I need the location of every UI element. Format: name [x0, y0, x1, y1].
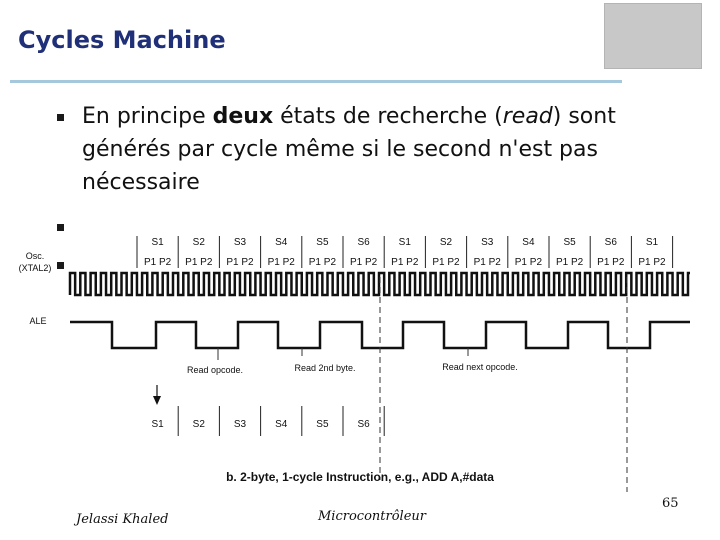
state-label: S5 — [563, 237, 576, 248]
read-opcode-label: Read opcode. — [186, 365, 244, 375]
read-next-opcode-label: Read next opcode. — [442, 362, 518, 372]
state-label: S3 — [481, 237, 494, 248]
phase-label: P1 P2 — [143, 257, 172, 268]
osc-label: Osc. — [25, 251, 45, 261]
phase-label: P1 P2 — [432, 257, 460, 268]
instruction-start-arrow — [153, 385, 161, 405]
ale-label: ALE — [29, 316, 47, 326]
phase-label: P1 P2 — [473, 257, 501, 268]
para-italic: read — [502, 104, 553, 129]
phase-label: P1 P2 — [391, 257, 419, 268]
ale-waveform — [70, 322, 690, 348]
state-label: S5 — [316, 237, 329, 248]
arrow-head-icon — [153, 396, 161, 405]
read-2nd-byte-label: Read 2nd byte. — [294, 363, 356, 373]
xtal2-label: (XTAL2) — [18, 263, 52, 273]
state-label: S1 — [398, 237, 411, 248]
instruction-state-label: S3 — [233, 419, 247, 430]
para-before-bold: En principe — [82, 104, 213, 129]
phase-label: P1 P2 — [308, 257, 337, 268]
phase-label: P1 P2 — [267, 257, 295, 268]
state-label: S2 — [439, 237, 453, 248]
instruction-state-label: S2 — [192, 419, 205, 430]
diagram-caption: b. 2-byte, 1-cycle Instruction, e.g., ADD A,#data — [226, 470, 494, 484]
state-label: S4 — [522, 237, 535, 248]
phase-label: P1 P2 — [555, 257, 584, 268]
para-mid: états de recherche ( — [273, 104, 503, 129]
instruction-state-label: S6 — [357, 419, 370, 430]
state-label-row — [151, 237, 658, 248]
state-label: S6 — [604, 237, 617, 248]
state-label: S3 — [233, 237, 247, 248]
phase-label: P1 P2 — [349, 257, 378, 268]
phase-label-row — [144, 257, 666, 268]
state-label: S1 — [645, 237, 659, 248]
footer-author: Jelassi Khaled — [76, 512, 169, 527]
state-label: S4 — [275, 237, 288, 248]
state-label: S2 — [192, 237, 205, 248]
para-after: ) sont générés par cycle même si le second n'est pas nécessaire — [82, 104, 616, 195]
phase-label: P1 P2 — [226, 257, 254, 268]
phase-label: P1 P2 — [638, 257, 666, 268]
phase-label: P1 P2 — [185, 257, 213, 268]
state-label: S6 — [357, 237, 370, 248]
instruction-state-label: S4 — [275, 419, 288, 430]
page-number: 65 — [662, 496, 679, 511]
phase-label: P1 P2 — [514, 257, 543, 268]
instruction-state-label: S1 — [151, 419, 164, 430]
slide-title: Cycles Machine — [18, 26, 226, 54]
footer-subject: Microcontrôleur — [318, 509, 426, 524]
para-bold: deux — [212, 104, 274, 129]
state-label: S1 — [151, 237, 164, 248]
instruction-state-label: S5 — [316, 419, 329, 430]
phase-label: P1 P2 — [597, 257, 625, 268]
